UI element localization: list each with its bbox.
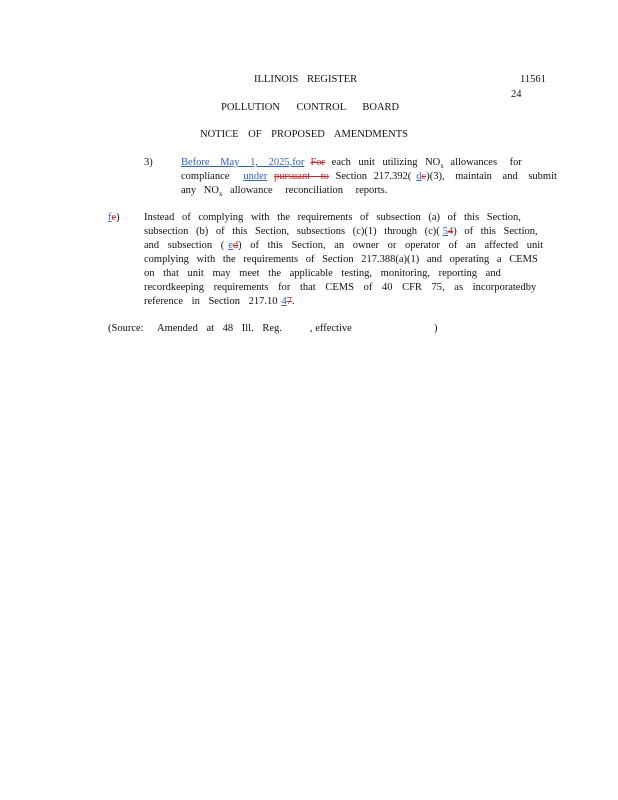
register-title: ILLINOIS REGISTER <box>254 74 358 85</box>
text: reference in Section 217.10 <box>144 296 278 307</box>
deleted-text: pursuant to <box>273 171 329 182</box>
inserted-text: f <box>108 212 112 223</box>
source-open: (Source: <box>108 323 144 334</box>
register-page-sub: 24 <box>511 89 522 100</box>
item-3-marker: 3) <box>144 157 153 168</box>
inserted-text: under <box>243 171 268 182</box>
inserted-text: e <box>228 240 233 251</box>
agency-name: POLLUTION CONTROL BOARD <box>221 102 400 113</box>
source-close: ) <box>434 323 438 334</box>
text: subsection (b) of this Section, subsections (c)(1) through (c)( <box>144 226 440 237</box>
text: ) <box>116 212 120 223</box>
item-f-line-6: recordkeeping requirements for that CEMS of 40 CFR 75, as incorporatedby <box>144 282 537 293</box>
item-f-line-4: complying with the requirements of Section 217.388(a)(1) and operating a CEMS <box>144 254 538 265</box>
text: each unit utilizing NO <box>331 157 441 168</box>
item-3-line-1 <box>181 156 522 170</box>
inserted-text: d <box>416 171 422 182</box>
item-f-line-3 <box>144 239 543 252</box>
text: ) of this Section, <box>453 226 538 237</box>
register-page-number: 11561 <box>520 74 546 85</box>
text: compliance <box>181 171 230 182</box>
text: Section 217.392( <box>335 171 412 182</box>
deleted-text: c <box>421 171 427 182</box>
source-effective: , effective <box>310 323 352 334</box>
text: and subsection ( <box>144 240 225 251</box>
inserted-text: Before May 1, 2025,for <box>181 157 305 168</box>
source-amended: Amended at 48 Ill. Reg. <box>157 323 282 334</box>
deleted-text: e <box>111 212 117 223</box>
deleted-text: 4 <box>447 226 454 237</box>
text: allowances for <box>450 157 522 168</box>
item-3-line-2 <box>181 170 557 183</box>
notice-heading: NOTICE OF PROPOSED AMENDMENTS <box>200 129 408 140</box>
text: any NO <box>181 185 219 196</box>
item-f-line-7 <box>144 295 295 308</box>
text: ) of this Section, an owner or operator of an affected unit <box>238 240 544 251</box>
inserted-text: 4 <box>281 296 287 307</box>
subscript: x <box>218 190 223 198</box>
inserted-text: 5 <box>442 226 448 237</box>
deleted-text: For <box>310 157 326 168</box>
deleted-text: 7 <box>286 296 292 307</box>
subscript: x <box>440 162 444 170</box>
item-3-line-3 <box>181 184 387 198</box>
deleted-text: d <box>232 240 239 251</box>
item-f-line-5: on that unit may meet the applicable testing, monitoring, reporting and <box>144 268 501 279</box>
item-f-line-2 <box>144 225 538 238</box>
text: allowance reconciliation reports. <box>230 185 388 196</box>
text: )(3), maintain and submit <box>426 171 557 182</box>
item-f-marker <box>108 211 120 224</box>
text: . <box>291 296 295 307</box>
item-f-line-1: Instead of complying with the requirements of subsection (a) of this Section, <box>144 212 521 223</box>
